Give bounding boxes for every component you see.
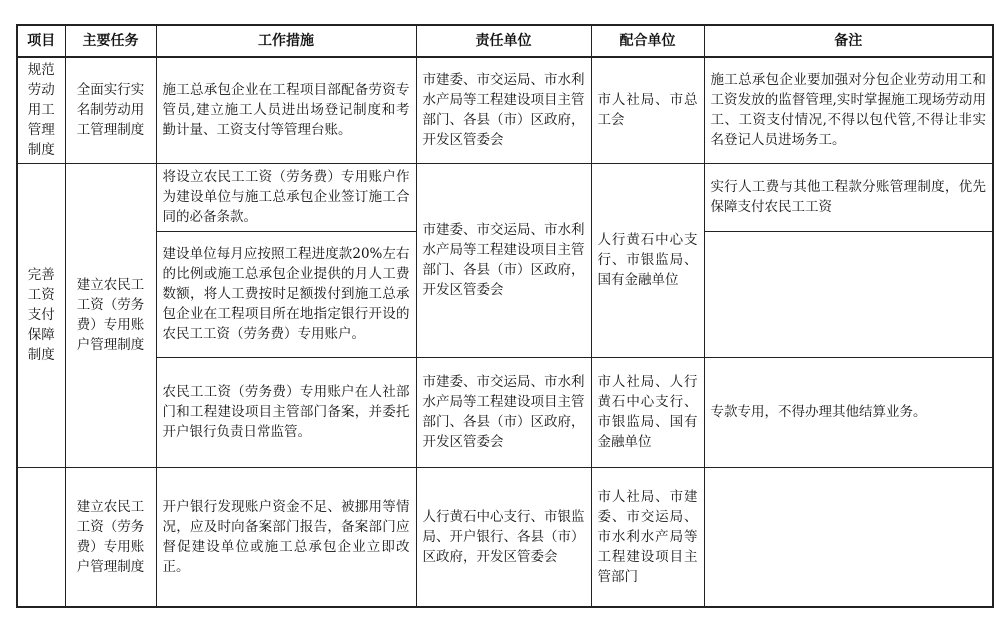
header-task: 主要任务: [65, 25, 156, 57]
task-cell: 建立农民工工资（劳务费）专用账户管理制度: [65, 163, 156, 467]
table-row: [17, 57, 993, 163]
cooperating-cell: 市人社局、人行黄石中心支行、市银监局、国有金融单位: [591, 357, 704, 467]
header-row: [17, 25, 993, 57]
cooperating-cell: 人行黄石中心支行、市银监局、国有金融单位: [591, 163, 704, 357]
document-table: [16, 24, 994, 608]
table-row: [17, 163, 993, 231]
measure-cell: 开户银行发现账户资金不足、被挪用等情况，应及时向备案部门报告，备案部门应督促建设单位或施工总承包企业立即改正。: [156, 467, 416, 607]
header-responsible: 责任单位: [416, 25, 591, 57]
project-cell: [17, 467, 65, 607]
cooperating-cell: 市人社局、市建委、市交运局、市水利水产局等工程建设项目主管部门: [591, 467, 704, 607]
remark-cell: [704, 231, 993, 357]
project-cell: 规范劳动用工管理制度: [17, 57, 65, 163]
table-row: [17, 357, 993, 467]
header-measure: 工作措施: [156, 25, 416, 57]
header-cooperating: 配合单位: [591, 25, 704, 57]
responsible-cell: 市建委、市交运局、市水利水产局等工程建设项目主管部门、各县（市）区政府，开发区管委会: [416, 357, 591, 467]
task-cell: 建立农民工工资（劳务费）专用账户管理制度: [65, 467, 156, 607]
responsible-cell: 市建委、市交运局、市水利水产局等工程建设项目主管部门、各县（市）区政府，开发区管委会: [416, 163, 591, 357]
remark-cell: 施工总承包企业要加强对分包企业劳动用工和工资发放的监督管理,实时掌握施工现场劳动用工、工资支付情况,不得以包代管,不得让非实名登记人员进场务工。: [704, 57, 993, 163]
remark-cell: [704, 467, 993, 607]
table-row: [17, 467, 993, 607]
responsible-cell: 市建委、市交运局、市水利水产局等工程建设项目主管部门、各县（市）区政府，开发区管委会: [416, 57, 591, 163]
measure-cell: 将设立农民工工资（劳务费）专用账户作为建设单位与施工总承包企业签订施工合同的必备条款。: [156, 163, 416, 231]
measure-cell: 施工总承包企业在工程项目部配备劳资专管员,建立施工人员进出场登记制度和考勤计量、工资支付等管理台账。: [156, 57, 416, 163]
measure-cell: 建设单位每月应按照工程进度款20%左右的比例或施工总承包企业提供的月人工费数额，将人工费按时足额拨付到施工总承包企业在工程项目所在地指定银行开设的农民工工资（劳务费）专用账户。: [156, 231, 416, 357]
header-project: 项目: [17, 25, 65, 57]
header-remark: 备注: [704, 25, 993, 57]
remark-cell: 实行人工费与其他工程款分账管理制度，优先保障支付农民工工资: [704, 163, 993, 231]
task-cell: 全面实行实名制劳动用工管理制度: [65, 57, 156, 163]
remark-cell: 专款专用，不得办理其他结算业务。: [704, 357, 993, 467]
cooperating-cell: 市人社局、市总工会: [591, 57, 704, 163]
measure-cell: 农民工工资（劳务费）专用账户在人社部门和工程建设项目主管部门备案，并委托开户银行负责日常监管。: [156, 357, 416, 467]
responsible-cell: 人行黄石中心支行、市银监局、开户银行、各县（市）区政府，开发区管委会: [416, 467, 591, 607]
project-cell: 完善工资支付保障制度: [17, 163, 65, 467]
